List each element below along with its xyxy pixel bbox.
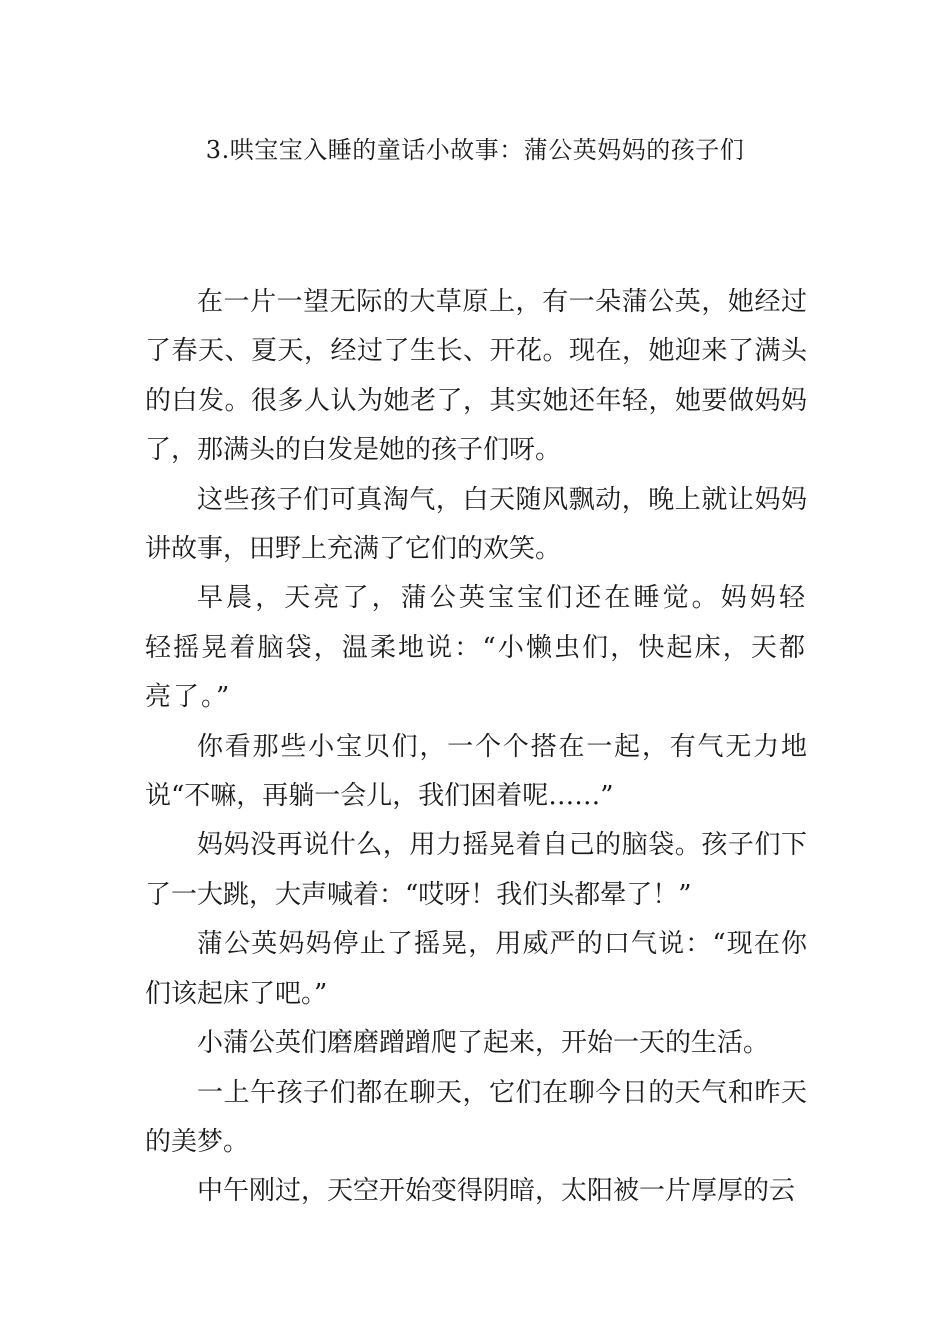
document-title: 3.哄宝宝入睡的童话小故事：蒲公英妈妈的孩子们 [205, 136, 745, 164]
paragraph-7: 小蒲公英们磨磨蹭蹭爬了起来，开始一天的生活。 [197, 1028, 770, 1059]
paragraph-2: 这些孩子们可真淘气，白天随风飘动，晚上就让妈妈讲故事，田野上充满了它们的欢笑。 [145, 484, 807, 565]
paragraph-4: 你看那些小宝贝们，一个个搭在一起，有气无力地说“不嘛，再躺一会儿，我们困着呢……” [145, 731, 807, 812]
paragraph-8: 一上午孩子们都在聊天，它们在聊今日的天气和昨天的美梦。 [145, 1077, 807, 1157]
paragraph-1: 在一片一望无际的大草原上，有一朵蒲公英，她经过了春天、夏天，经过了生长、开花。现在，她迎来了满头的白发。很多人认为她老了，其实她还年轻，她要做妈妈了，那满头的白发是她的孩子们呀。 [145, 287, 807, 466]
paragraph-6: 蒲公英妈妈停止了摇晃，用威严的口气说：“现在你们该起床了吧。” [145, 929, 807, 1009]
paragraph-9: 中午刚过，天空开始变得阴暗，太阳被一片厚厚的云 [197, 1176, 796, 1207]
paragraph-3: 早晨，天亮了，蒲公英宝宝们还在睡觉。妈妈轻轻摇晃着脑袋，温柔地说：“小懒虫们，快起床，天都亮了。” [145, 583, 807, 713]
paragraph-5: 妈妈没再说什么，用力摇晃着自己的脑袋。孩子们下了一大跳，大声喊着：“哎呀！我们头都晕了！” [145, 830, 807, 910]
story-body [145, 278, 807, 1217]
